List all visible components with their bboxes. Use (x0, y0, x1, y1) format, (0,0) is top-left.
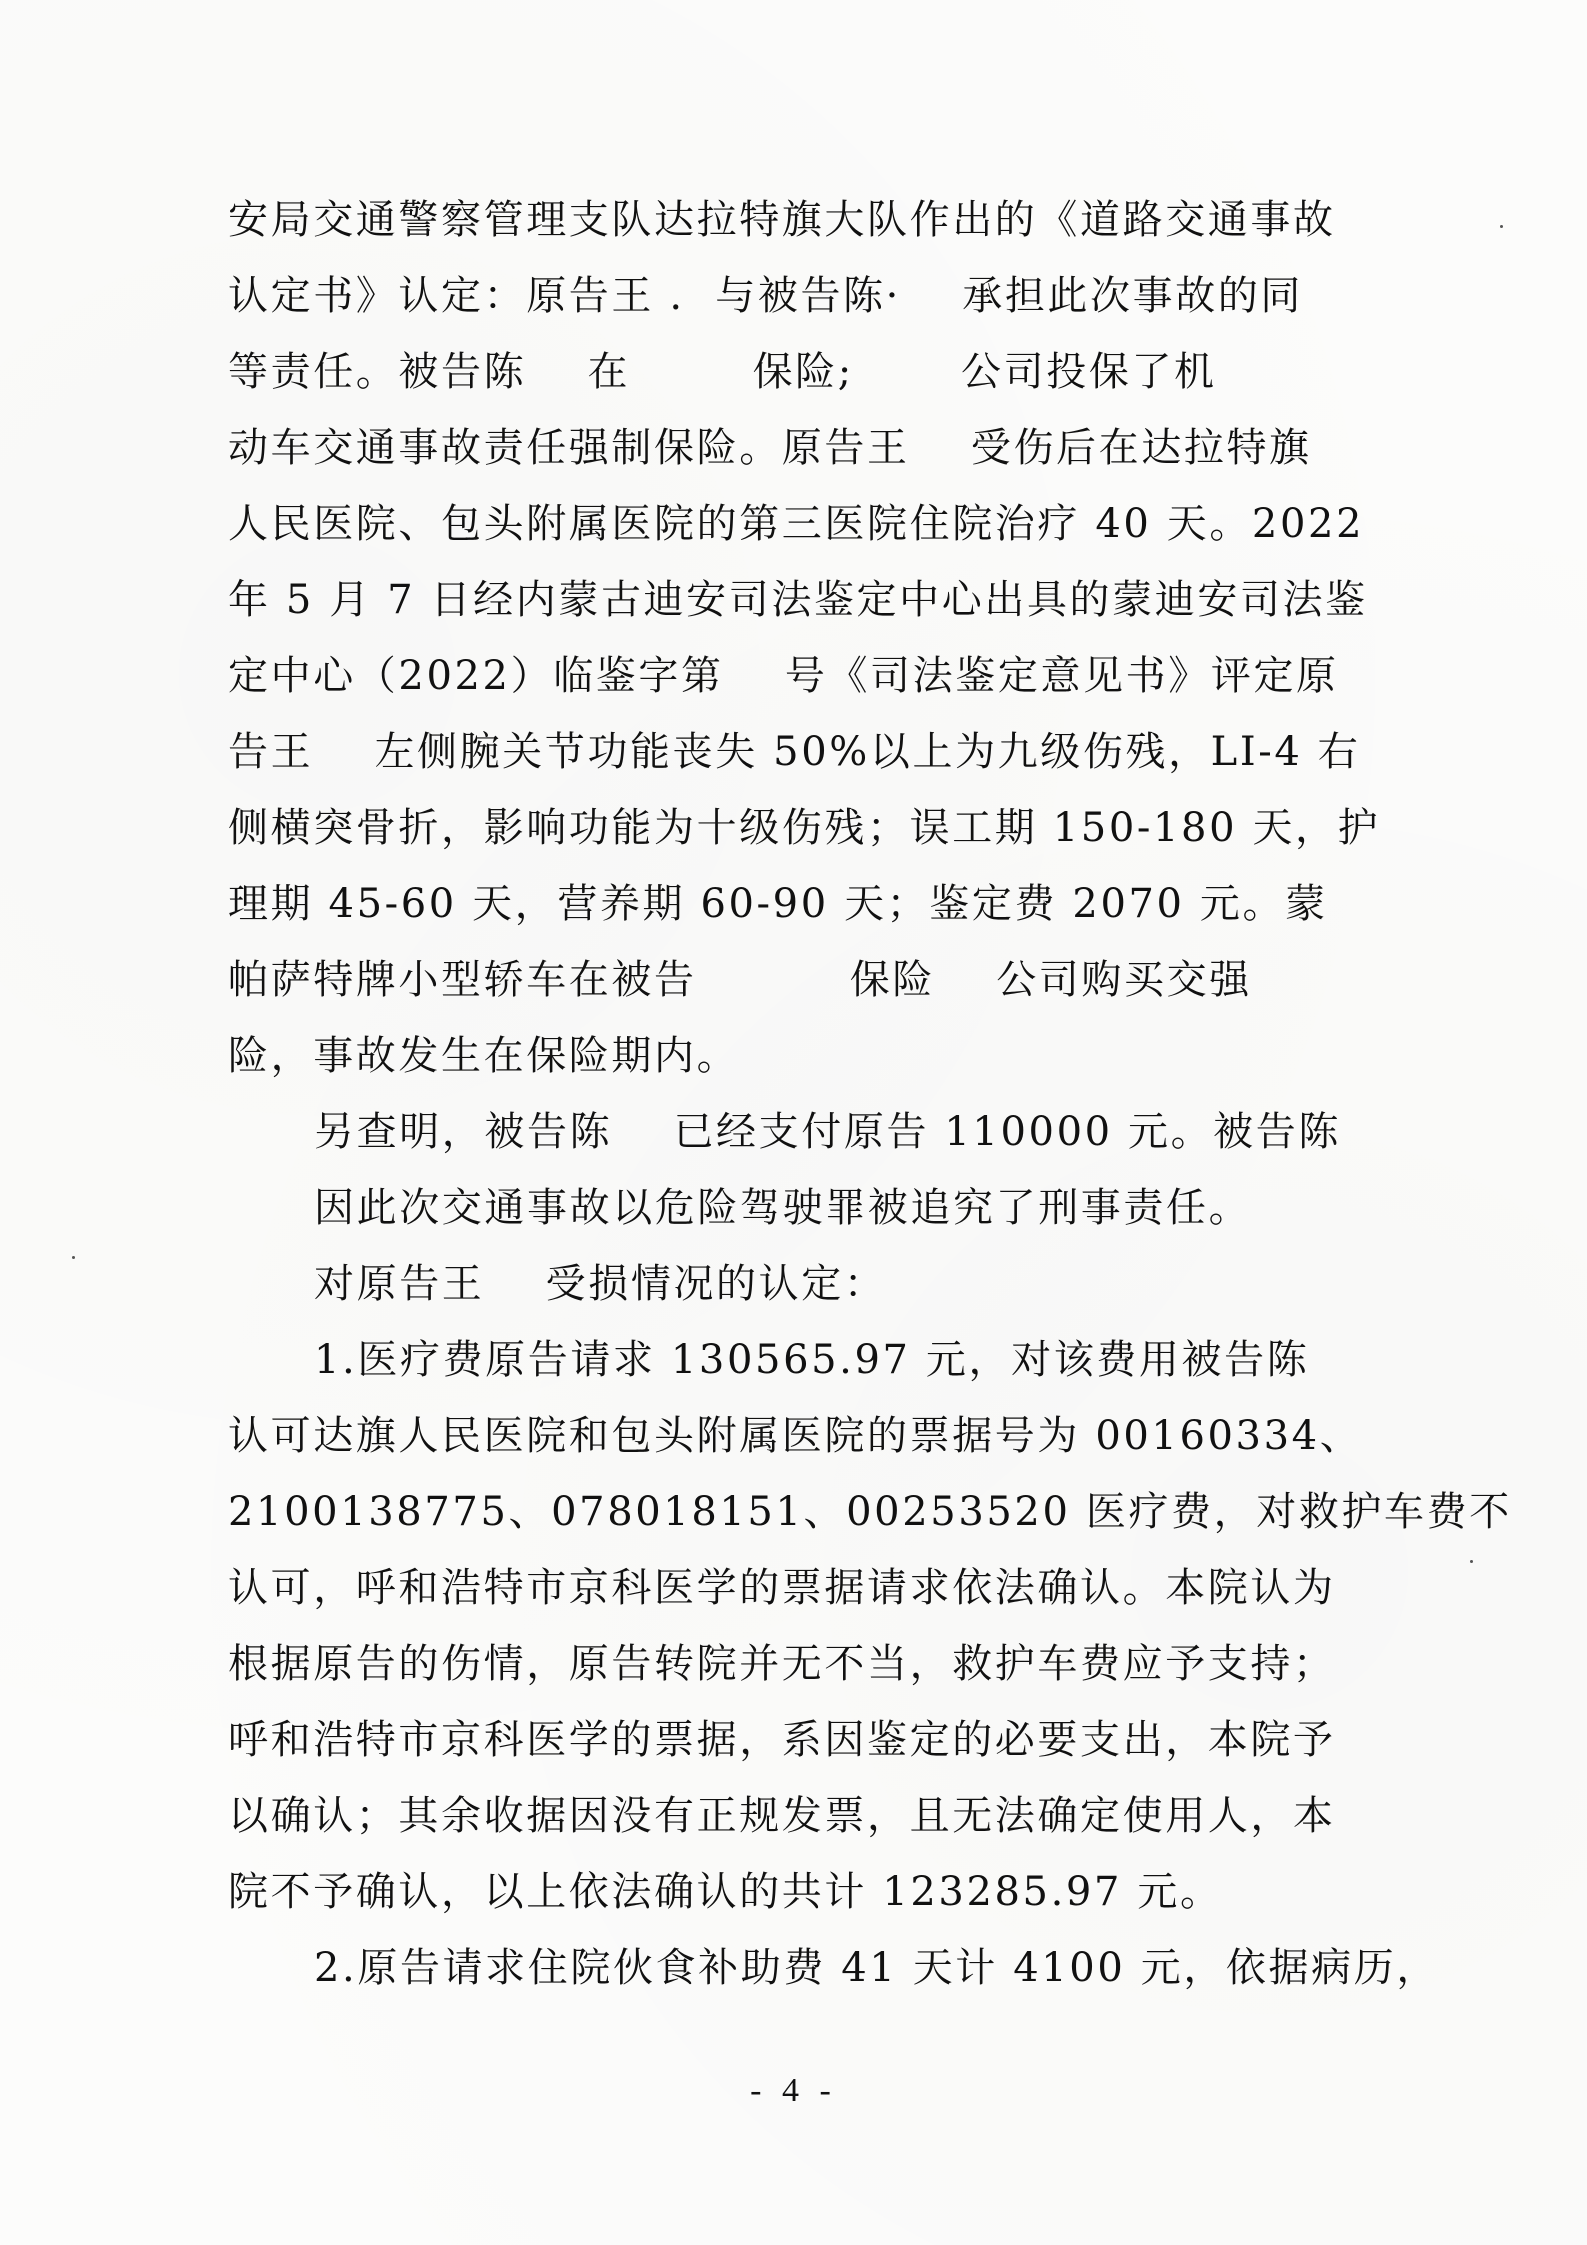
page-number: - 4 - (750, 2072, 837, 2109)
text-line: 认定书》认定：原告王 . 与被告陈· 承担此次事故的同 (228, 273, 1304, 319)
text-line: 呼和浩特市京科医学的票据，系因鉴定的必要支出，本院予 (228, 1717, 1336, 1763)
text-line: 侧横突骨折，影响功能为十级伤残；误工期 150-180 天，护 (228, 805, 1381, 851)
text-line: 理期 45-60 天，营养期 60-90 天；鉴定费 2070 元。蒙 (228, 881, 1328, 927)
text-line: 帕萨特牌小型轿车在被告 保险 公司购买交强 (228, 957, 1252, 1003)
list-item-line: 1.医疗费原告请求 130565.97 元，对该费用被告陈 (314, 1337, 1310, 1383)
text-line: 人民医院、包头附属医院的第三医院住院治疗 40 天。2022 (228, 501, 1365, 547)
list-item-line: 2.原告请求住院伙食补助费 41 天计 4100 元，依据病历， (314, 1945, 1439, 1991)
text-line: 根据原告的伤情，原告转院并无不当，救护车费应予支持； (228, 1641, 1336, 1687)
text-line: 院不予确认，以上依法确认的共计 123285.97 元。 (228, 1869, 1223, 1915)
section-heading-line: 对原告王 受损情况的认定： (314, 1261, 887, 1307)
text-line: 定中心（2022）临鉴字第 号《司法鉴定意见书》评定原 (228, 653, 1339, 699)
text-line: 年 5 月 7 日经内蒙古迪安司法鉴定中心出具的蒙迪安司法鉴 (228, 577, 1368, 623)
text-line: 以确认；其余收据因没有正规发票，且无法确定使用人，本 (228, 1793, 1336, 1839)
text-line: 安局交通警察管理支队达拉特旗大队作出的《道路交通事故 (228, 197, 1336, 243)
text-line: 动车交通事故责任强制保险。原告王 受伤后在达拉特旗 (228, 425, 1312, 471)
text-line: 2100138775、078018151、00253520 医疗费，对救护车费不 (228, 1489, 1512, 1535)
scan-speck (1500, 225, 1503, 228)
scan-speck (72, 1256, 75, 1259)
text-line: 告王 左侧腕关节功能丧失 50%以上为九级伤残，LI-4 右 (228, 729, 1361, 775)
text-line: 认可达旗人民医院和包头附属医院的票据号为 00160334、 (228, 1413, 1363, 1459)
text-line: 险，事故发生在保险期内。 (228, 1033, 740, 1079)
text-line: 因此次交通事故以危险驾驶罪被追究了刑事责任。 (314, 1185, 1252, 1231)
text-line: 认可，呼和浩特市京科医学的票据请求依法确认。本院认为 (228, 1565, 1336, 1611)
judgment-body-text (228, 182, 1512, 2006)
paragraph-start-line: 另查明，被告陈 已经支付原告 110000 元。被告陈 (314, 1109, 1341, 1155)
scan-speck (1470, 1560, 1473, 1563)
text-line: 等责任。被告陈 在 保险; 公司投保了机 (228, 349, 1217, 395)
